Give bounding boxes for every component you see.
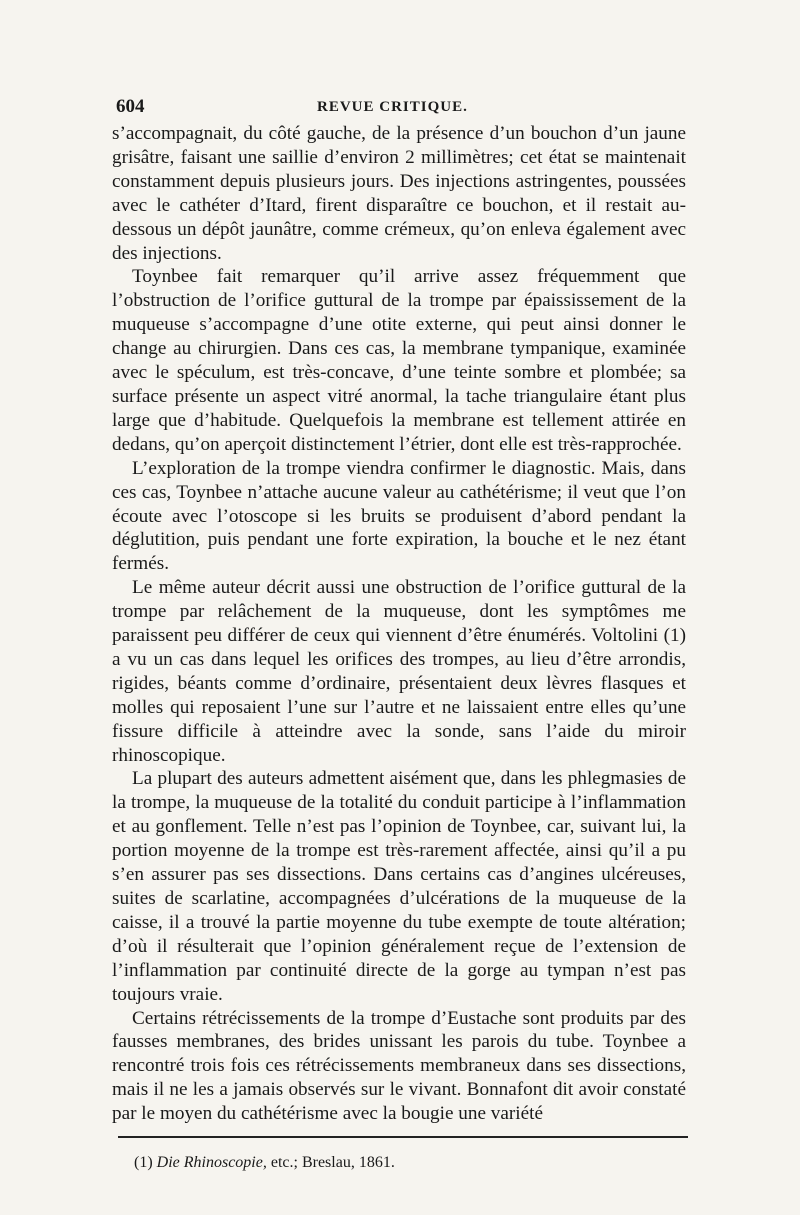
page: [112, 96, 686, 1171]
footnote-rest: etc.; Breslau, 1861.: [270, 1154, 395, 1171]
running-head: REVUE CRITIQUE.: [317, 99, 468, 115]
paragraph-5: La plupart des auteurs admettent aisément que, dans les phlegmasies de la trompe, la muqueuse de la totalité du conduit participe à l’inflammation et au gonflement. Telle n’est pas l’opinion de Toynbee, car, suivant lui, la portion moyenne de la trompe est très-rarement affectée, ainsi qu’il a pu s’en assurer pas ses dissections. Dans certains cas d’angines ulcéreuses, suites de scarlatine, accompagnées d’ulcérations de la muqueuse de la caisse, il a trouvé la partie moyenne du tube exempte de toute altération; d’où il résulterait que l’opinion généralement reçue de l’extension de l’inflammation par continuité directe de la gorge au tympan n’est pas toujours vraie.: [112, 768, 686, 1005]
body-text: [112, 122, 686, 1126]
paragraph-3: L’exploration de la trompe viendra confirmer le diagnostic. Mais, dans ces cas, Toynbee n’attache aucune valeur au cathétérisme; il veut que l’on écoute avec l’otoscope si les bruits se produisent d’abord pendant la déglutition, puis pendant une forte expiration, la bouche et le nez étant fermés.: [112, 457, 686, 575]
paragraph-1: s’accompagnait, du côté gauche, de la présence d’un bouchon d’un jaune grisâtre, faisant une saillie d’environ 2 millimètres; cet état se maintenait constamment depuis plusieurs jours. Des injections astringentes, poussées avec le cathéter d’Itard, firent disparaître ce bouchon, et il restait au-dessous un dépôt jaunâtre, comme crémeux, qu’on enleva également avec des injections.: [112, 123, 686, 264]
footnote: [134, 1154, 395, 1172]
footnote-marker: (1): [134, 1154, 153, 1171]
page-header: [112, 96, 686, 122]
footnote-title: Die Rhinoscopie,: [156, 1154, 267, 1171]
paragraph-6: Certains rétrécissements de la trompe d’Eustache sont produits par des fausses membranes, des brides unissant les parois du tube. Toynbee a rencontré trois fois ces rétrécissements membraneux dans ses dissections, mais il ne les a jamais observés sur le vivant. Bonnafont dit avoir constaté par le moyen du cathétérisme avec la bougie une variété: [112, 1007, 686, 1125]
paragraph-2: Toynbee fait remarquer qu’il arrive assez fréquemment que l’obstruction de l’orifice guttural de la trompe par épaississement de la muqueuse s’accompagne d’une otite externe, qui peut ainsi donner le change au chirurgien. Dans ces cas, la membrane tympanique, examinée avec le spéculum, est très-concave, d’une teinte sombre et plombée; sa surface présente un aspect vitré anormal, la tache triangulaire étant plus large que d’habitude. Quelquefois la membrane est tellement attirée en dedans, qu’on aperçoit distinctement l’étrier, dont elle est très-rapprochée.: [112, 266, 686, 455]
paragraph-4: Le même auteur décrit aussi une obstruction de l’orifice guttural de la trompe par relâchement de la muqueuse, dont les symptômes me paraissent peu différer de ceux qui viennent d’être énumérés. Voltolini (1) a vu un cas dans lequel les orifices des trompes, au lieu d’être arrondis, rigides, béants comme d’ordinaire, présentaient deux lèvres flasques et molles qui reposaient l’une sur l’autre et ne laissaient entre elles qu’une fissure difficile à atteindre avec la sonde, sans l’aide du miroir rhinoscopique.: [112, 577, 686, 766]
footnote-rule: [118, 1136, 688, 1138]
page-number: 604: [116, 96, 145, 117]
